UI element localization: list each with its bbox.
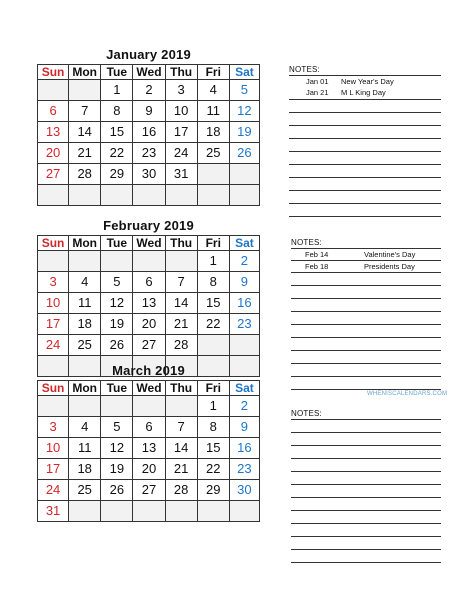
day-cell: 18 bbox=[197, 122, 229, 143]
notes-line bbox=[291, 272, 441, 273]
day-cell bbox=[197, 185, 229, 206]
holiday-date: Jan 21 bbox=[306, 88, 329, 97]
day-cell: 9 bbox=[133, 101, 165, 122]
month-grid bbox=[37, 64, 260, 206]
notes-line bbox=[291, 337, 441, 338]
day-cell: 9 bbox=[229, 272, 259, 293]
day-cell bbox=[101, 251, 133, 272]
holiday-date: Feb 18 bbox=[305, 262, 329, 271]
weekday-wed: Wed bbox=[133, 381, 165, 396]
notes-january bbox=[289, 64, 441, 220]
day-cell: 17 bbox=[38, 459, 69, 480]
week-row bbox=[38, 272, 260, 293]
holiday-entry bbox=[291, 261, 441, 272]
week-row bbox=[38, 164, 260, 185]
notes-line bbox=[289, 177, 441, 178]
day-cell: 25 bbox=[69, 335, 101, 356]
day-cell: 16 bbox=[229, 438, 259, 459]
day-cell: 6 bbox=[133, 272, 165, 293]
day-cell: 30 bbox=[133, 164, 165, 185]
day-cell bbox=[229, 335, 259, 356]
day-cell: 13 bbox=[133, 438, 165, 459]
week-row bbox=[38, 251, 260, 272]
week-row bbox=[38, 459, 260, 480]
notes-line bbox=[291, 523, 441, 524]
day-cell: 26 bbox=[101, 480, 133, 501]
notes-label: NOTES: bbox=[291, 238, 322, 247]
day-cell: 2 bbox=[229, 396, 259, 417]
day-cell: 1 bbox=[197, 251, 229, 272]
notes-line bbox=[291, 285, 441, 286]
notes-line bbox=[289, 203, 441, 204]
week-row bbox=[38, 417, 260, 438]
day-cell: 4 bbox=[69, 417, 101, 438]
day-cell: 5 bbox=[101, 272, 133, 293]
weekday-tue: Tue bbox=[101, 381, 133, 396]
day-cell: 25 bbox=[197, 143, 229, 164]
day-cell bbox=[133, 251, 165, 272]
notes-line bbox=[291, 363, 441, 364]
day-cell: 1 bbox=[197, 396, 229, 417]
day-cell: 23 bbox=[133, 143, 165, 164]
notes-line bbox=[291, 497, 441, 498]
day-cell: 24 bbox=[38, 480, 69, 501]
day-cell: 4 bbox=[69, 272, 101, 293]
day-cell bbox=[229, 185, 259, 206]
day-cell: 27 bbox=[38, 164, 69, 185]
notes-line bbox=[291, 311, 441, 312]
weekday-mon: Mon bbox=[69, 381, 101, 396]
day-cell: 16 bbox=[133, 122, 165, 143]
weekday-sun: Sun bbox=[38, 381, 69, 396]
weekday-sun: Sun bbox=[38, 236, 69, 251]
notes-line bbox=[289, 151, 441, 152]
day-cell bbox=[197, 501, 229, 522]
notes-line bbox=[289, 190, 441, 191]
day-cell bbox=[165, 501, 197, 522]
day-cell: 31 bbox=[165, 164, 197, 185]
day-cell: 7 bbox=[165, 272, 197, 293]
day-cell: 15 bbox=[197, 438, 229, 459]
day-cell: 20 bbox=[133, 314, 165, 335]
week-row bbox=[38, 185, 260, 206]
notes-line bbox=[289, 216, 441, 217]
month-grid bbox=[37, 235, 260, 377]
day-cell: 10 bbox=[38, 438, 69, 459]
day-cell: 10 bbox=[38, 293, 69, 314]
day-cell: 1 bbox=[101, 80, 133, 101]
day-cell: 23 bbox=[229, 314, 259, 335]
holiday-name: Presidents Day bbox=[364, 262, 415, 271]
day-cell: 31 bbox=[38, 501, 69, 522]
day-cell: 3 bbox=[38, 417, 69, 438]
week-row bbox=[38, 480, 260, 501]
day-cell: 11 bbox=[69, 293, 101, 314]
notes-line bbox=[291, 484, 441, 485]
holiday-name: M L King Day bbox=[341, 88, 386, 97]
day-cell bbox=[229, 501, 259, 522]
day-cell: 16 bbox=[229, 293, 259, 314]
day-cell: 27 bbox=[133, 335, 165, 356]
holiday-entry bbox=[289, 76, 441, 87]
day-cell: 3 bbox=[38, 272, 69, 293]
weekday-sun: Sun bbox=[38, 65, 69, 80]
day-cell: 26 bbox=[229, 143, 259, 164]
month-title: January 2019 bbox=[106, 47, 191, 62]
day-cell bbox=[69, 501, 101, 522]
notes-line bbox=[291, 432, 441, 433]
day-cell: 21 bbox=[165, 314, 197, 335]
weekday-fri: Fri bbox=[197, 381, 229, 396]
day-cell: 29 bbox=[197, 480, 229, 501]
day-cell: 22 bbox=[197, 314, 229, 335]
day-cell: 22 bbox=[197, 459, 229, 480]
notes-line bbox=[291, 445, 441, 446]
day-cell: 5 bbox=[101, 417, 133, 438]
day-cell: 8 bbox=[101, 101, 133, 122]
day-cell: 24 bbox=[165, 143, 197, 164]
notes-label: NOTES: bbox=[289, 65, 320, 74]
notes-line bbox=[291, 562, 441, 563]
notes-march bbox=[291, 409, 441, 569]
notes-line bbox=[291, 376, 441, 377]
notes-line bbox=[291, 350, 441, 351]
notes-line bbox=[289, 138, 441, 139]
day-cell: 23 bbox=[229, 459, 259, 480]
day-cell: 3 bbox=[165, 80, 197, 101]
weekday-header-row bbox=[38, 236, 260, 251]
holiday-entry bbox=[289, 87, 441, 98]
notes-line bbox=[291, 471, 441, 472]
month-grid bbox=[37, 380, 260, 522]
notes-line bbox=[291, 419, 441, 420]
day-cell: 27 bbox=[133, 480, 165, 501]
notes-divider bbox=[291, 260, 441, 261]
notes-line bbox=[291, 536, 441, 537]
day-cell bbox=[69, 185, 101, 206]
weekday-mon: Mon bbox=[69, 65, 101, 80]
weekday-mon: Mon bbox=[69, 236, 101, 251]
notes-line bbox=[291, 324, 441, 325]
day-cell: 5 bbox=[229, 80, 259, 101]
day-cell bbox=[38, 396, 69, 417]
notes-line bbox=[289, 99, 441, 100]
watermark-text: WHENISCALENDARS.COM bbox=[367, 391, 448, 397]
day-cell: 8 bbox=[197, 272, 229, 293]
day-cell bbox=[197, 335, 229, 356]
month-title: February 2019 bbox=[103, 218, 194, 233]
week-row bbox=[38, 122, 260, 143]
day-cell: 18 bbox=[69, 314, 101, 335]
notes-line bbox=[291, 389, 441, 390]
weekday-wed: Wed bbox=[133, 65, 165, 80]
day-cell: 15 bbox=[197, 293, 229, 314]
day-cell: 12 bbox=[101, 293, 133, 314]
notes-line bbox=[289, 164, 441, 165]
day-cell: 24 bbox=[38, 335, 69, 356]
day-cell: 15 bbox=[101, 122, 133, 143]
day-cell: 13 bbox=[38, 122, 69, 143]
day-cell: 21 bbox=[165, 459, 197, 480]
day-cell bbox=[69, 80, 101, 101]
notes-line bbox=[291, 510, 441, 511]
day-cell: 7 bbox=[165, 417, 197, 438]
day-cell: 6 bbox=[133, 417, 165, 438]
day-cell: 28 bbox=[165, 335, 197, 356]
day-cell: 10 bbox=[165, 101, 197, 122]
week-row bbox=[38, 143, 260, 164]
notes-line bbox=[289, 125, 441, 126]
day-cell: 11 bbox=[69, 438, 101, 459]
week-row bbox=[38, 396, 260, 417]
day-cell: 13 bbox=[133, 293, 165, 314]
week-row bbox=[38, 501, 260, 522]
day-cell: 12 bbox=[101, 438, 133, 459]
day-cell bbox=[165, 396, 197, 417]
day-cell: 28 bbox=[165, 480, 197, 501]
month-title: March 2019 bbox=[112, 363, 185, 378]
day-cell: 25 bbox=[69, 480, 101, 501]
weekday-header-row bbox=[38, 65, 260, 80]
day-cell: 29 bbox=[101, 164, 133, 185]
day-cell: 26 bbox=[101, 335, 133, 356]
day-cell bbox=[133, 396, 165, 417]
holiday-name: New Year's Day bbox=[341, 77, 394, 86]
week-row bbox=[38, 101, 260, 122]
week-row bbox=[38, 335, 260, 356]
notes-label: NOTES: bbox=[291, 409, 322, 418]
weekday-sat: Sat bbox=[229, 381, 259, 396]
day-cell: 18 bbox=[69, 459, 101, 480]
holiday-date: Jan 01 bbox=[306, 77, 329, 86]
day-cell bbox=[229, 164, 259, 185]
day-cell bbox=[165, 251, 197, 272]
holiday-entry bbox=[291, 249, 441, 260]
day-cell: 12 bbox=[229, 101, 259, 122]
day-cell bbox=[165, 185, 197, 206]
day-cell: 28 bbox=[69, 164, 101, 185]
day-cell: 21 bbox=[69, 143, 101, 164]
day-cell bbox=[133, 185, 165, 206]
weekday-tue: Tue bbox=[101, 236, 133, 251]
weekday-thu: Thu bbox=[165, 236, 197, 251]
weekday-header-row bbox=[38, 381, 260, 396]
weekday-thu: Thu bbox=[165, 65, 197, 80]
day-cell: 9 bbox=[229, 417, 259, 438]
day-cell: 7 bbox=[69, 101, 101, 122]
day-cell: 4 bbox=[197, 80, 229, 101]
day-cell: 8 bbox=[197, 417, 229, 438]
holiday-date: Feb 14 bbox=[305, 250, 329, 259]
day-cell: 20 bbox=[38, 143, 69, 164]
day-cell bbox=[38, 185, 69, 206]
day-cell bbox=[38, 80, 69, 101]
weekday-fri: Fri bbox=[197, 236, 229, 251]
day-cell: 2 bbox=[133, 80, 165, 101]
notes-february bbox=[291, 237, 441, 393]
calendar-march bbox=[37, 362, 260, 522]
day-cell: 22 bbox=[101, 143, 133, 164]
notes-line bbox=[291, 458, 441, 459]
notes-line bbox=[291, 549, 441, 550]
day-cell: 14 bbox=[69, 122, 101, 143]
calendar-january bbox=[37, 46, 260, 206]
day-cell: 17 bbox=[38, 314, 69, 335]
weekday-sat: Sat bbox=[229, 236, 259, 251]
weekday-wed: Wed bbox=[133, 236, 165, 251]
day-cell: 20 bbox=[133, 459, 165, 480]
day-cell: 19 bbox=[101, 314, 133, 335]
day-cell bbox=[101, 185, 133, 206]
weekday-fri: Fri bbox=[197, 65, 229, 80]
day-cell: 19 bbox=[101, 459, 133, 480]
day-cell bbox=[197, 164, 229, 185]
weekday-sat: Sat bbox=[229, 65, 259, 80]
day-cell: 14 bbox=[165, 293, 197, 314]
day-cell bbox=[101, 396, 133, 417]
holiday-name: Valentine's Day bbox=[364, 250, 416, 259]
notes-line bbox=[289, 112, 441, 113]
week-row bbox=[38, 293, 260, 314]
weekday-thu: Thu bbox=[165, 381, 197, 396]
week-row bbox=[38, 438, 260, 459]
week-row bbox=[38, 314, 260, 335]
weekday-tue: Tue bbox=[101, 65, 133, 80]
day-cell bbox=[69, 396, 101, 417]
day-cell: 17 bbox=[165, 122, 197, 143]
calendar-february bbox=[37, 217, 260, 377]
notes-line bbox=[291, 298, 441, 299]
week-row bbox=[38, 80, 260, 101]
day-cell bbox=[69, 251, 101, 272]
day-cell bbox=[133, 501, 165, 522]
day-cell: 6 bbox=[38, 101, 69, 122]
day-cell: 2 bbox=[229, 251, 259, 272]
day-cell bbox=[38, 251, 69, 272]
day-cell: 11 bbox=[197, 101, 229, 122]
day-cell: 30 bbox=[229, 480, 259, 501]
day-cell: 14 bbox=[165, 438, 197, 459]
day-cell bbox=[101, 501, 133, 522]
day-cell: 19 bbox=[229, 122, 259, 143]
